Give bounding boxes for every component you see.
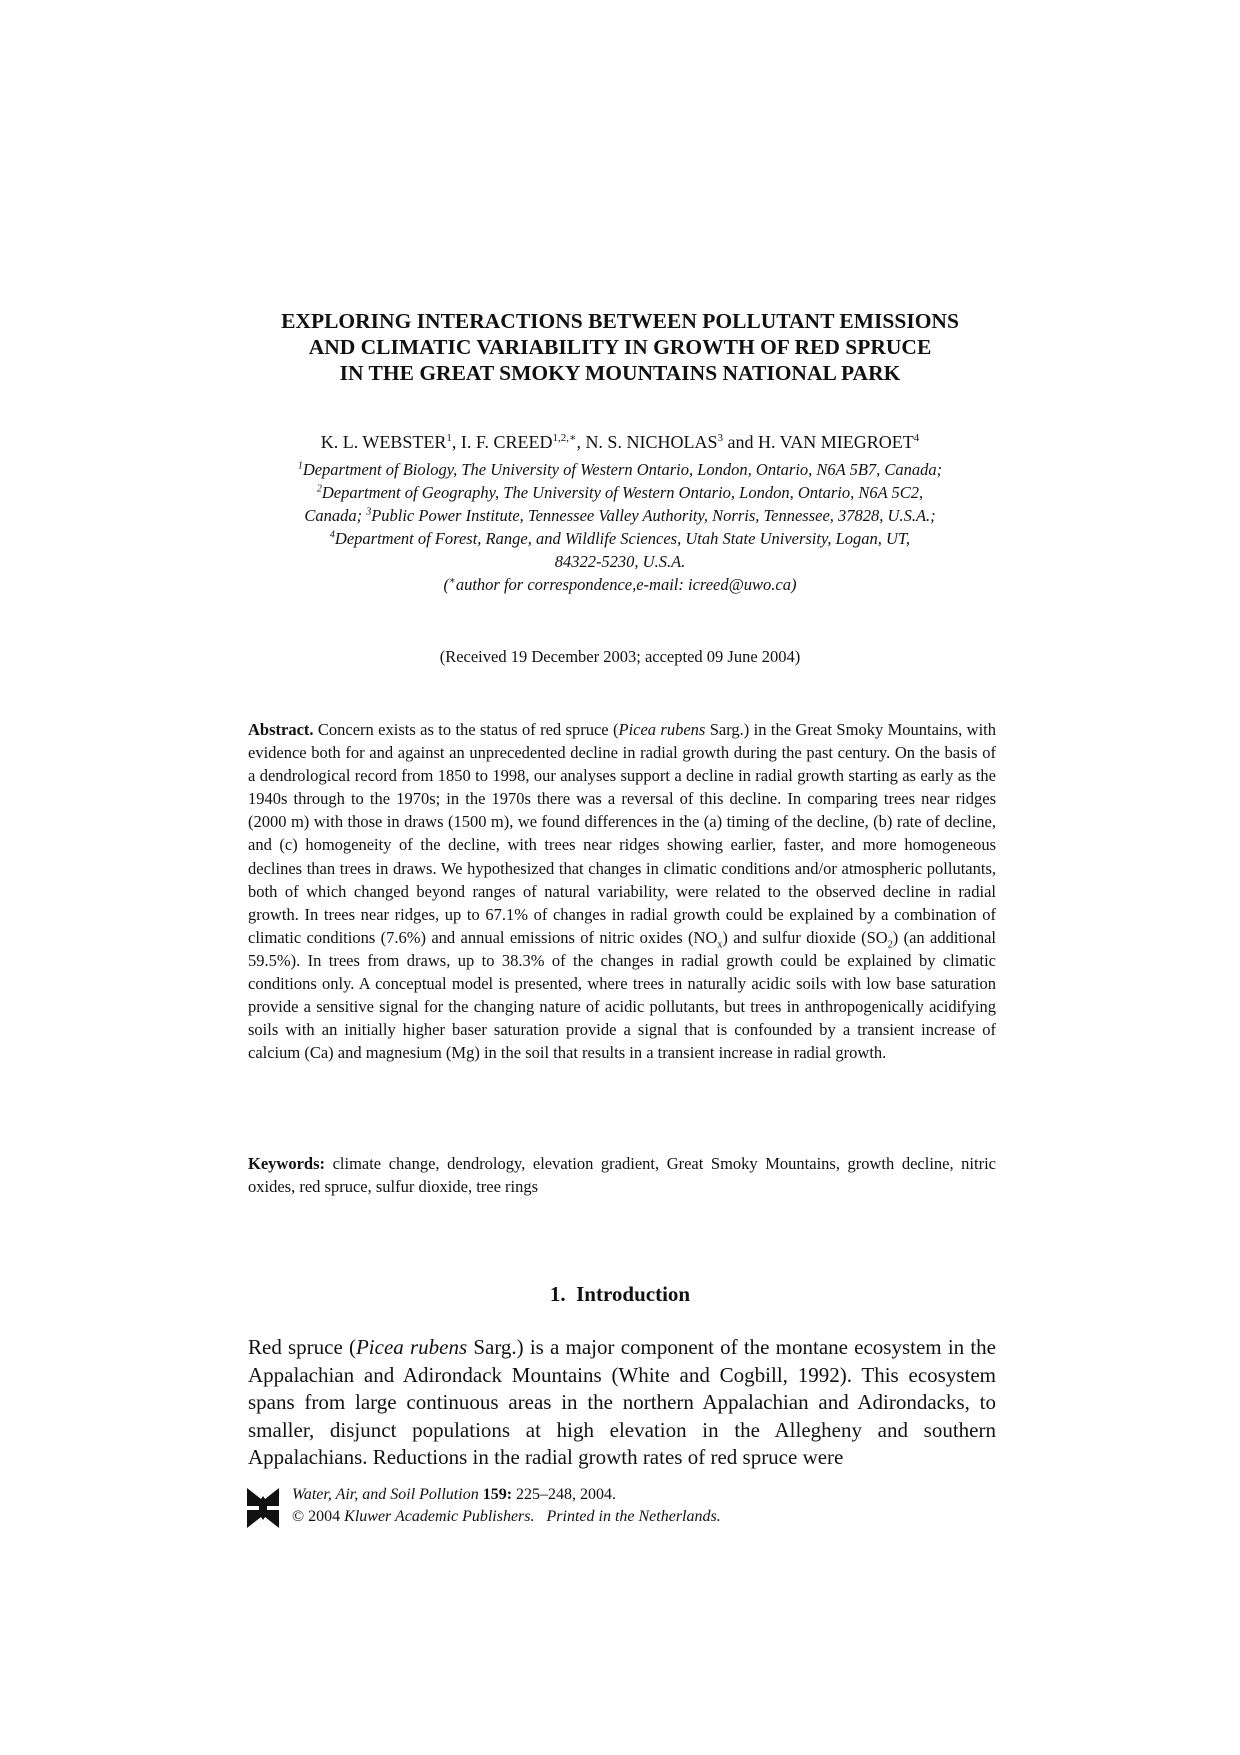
publisher-logo-icon [246, 1486, 280, 1530]
intro-text: Sarg.) is a major component of the montane ecosystem in the Appalachian and Adirondack Mountains (White and Cogbill, 1992). This ecosystem spans from large continuous areas in the northern Appalachian and Adirondacks, to smaller, disjunct populations at high elevation in the Allegheny and southern Appalachians. Reductions in the radial growth rates of red spruce were [248, 1335, 996, 1470]
journal-pages: 225–248, 2004. [512, 1486, 617, 1503]
abstract-text: ) (an additional 59.5%). In trees from draws, up to 38.3% of the changes in radial growth could be explained by climatic conditions only. A conceptual model is presented, where trees in naturally acidic soils with low base saturation provide a sensitive signal for the changing nature of acidic pollutants, but trees in anthropogenically acidifying soils with an initially higher baser saturation provide a signal that is confounded by a transient increase of calcium (Ca) and magnesium (Mg) in the soil that results in a transient increase in radial growth. [248, 927, 996, 1063]
keywords [248, 1152, 996, 1198]
intro-species-name: Picea rubens [355, 1335, 468, 1359]
affiliation-line [200, 504, 1040, 527]
section-title: Introduction [576, 1282, 691, 1306]
author-name: N. S. NICHOLAS [585, 432, 718, 452]
affiliation-mark: 3 [366, 506, 372, 518]
footer-text [292, 1484, 721, 1528]
received-dates: (Received 19 December 2003; accepted 09 June 2004) [439, 647, 801, 666]
footer-citation [292, 1484, 721, 1506]
affiliation-text: Department of Forest, Range, and Wildlife Sciences, Utah State University, Logan, UT, [334, 529, 911, 548]
correspondence-line [200, 573, 1040, 596]
affiliation-text: Department of Geography, The University of Western Ontario, London, Ontario, N6A 5C2, [321, 483, 924, 502]
publisher-name: Kluwer Academic Publishers. [344, 1508, 535, 1525]
copyright-text: © 2004 [292, 1508, 345, 1525]
journal-volume: 159: [482, 1486, 513, 1503]
paper-title [200, 308, 1040, 386]
author-affiliation-mark: 4 [913, 432, 920, 444]
affiliation-text: 84322-5230, U.S.A. [554, 552, 686, 571]
section-heading [200, 1281, 1040, 1307]
printed-location: Printed in the Netherlands. [546, 1508, 721, 1525]
journal-name: Water, Air, and Soil Pollution [292, 1486, 479, 1503]
keywords-label: Keywords: [248, 1154, 325, 1173]
author-affiliation-mark: 3 [717, 432, 723, 444]
footer-copyright [292, 1506, 721, 1528]
author-affiliation-mark: 1,2,∗ [552, 432, 577, 444]
affiliation-line [200, 458, 1040, 481]
author-separator: and [722, 432, 758, 452]
abstract [248, 718, 996, 1064]
intro-text: Red spruce ( [248, 1335, 356, 1359]
title-line: IN THE GREAT SMOKY MOUNTAINS NATIONAL PARK [339, 361, 901, 385]
author-name: H. VAN MIEGROET [757, 432, 914, 452]
intro-paragraph [248, 1334, 996, 1472]
author-separator: , [451, 432, 461, 452]
author-separator: , [576, 432, 586, 452]
author-name: K. L. WEBSTER [320, 432, 447, 452]
correspondence-text: author for correspondence,e-mail: icreed@uwo.ca) [455, 575, 797, 594]
abstract-text: Concern exists as to the status of red spruce ( [313, 720, 619, 739]
affiliation-line [200, 550, 1040, 573]
journal-footer [246, 1484, 1006, 1544]
affiliation-line [200, 527, 1040, 550]
abstract-subscript: x [717, 939, 723, 951]
affiliation-mark: 1 [297, 460, 303, 472]
abstract-subscript: 2 [887, 939, 893, 951]
affiliation-mark: 4 [329, 529, 335, 541]
abstract-species-name: Picea rubens [618, 720, 706, 739]
abstract-text: Sarg.) in the Great Smoky Mountains, with evidence both for and against an unprecedented decline in radial growth during the past century. On the basis of a dendrological record from 1850 to 1998, our analyses support a decline in radial growth starting as early as the 1940s through to the 1970s; in the 1970s there was a reversal of this decline. In comparing trees near ridges (2000 m) with those in draws (1500 m), we found differences in the (a) timing of the decline, (b) rate of decline, and (c) homogeneity of the decline, with trees near ridges showing earlier, faster, and more homogeneous declines than trees in draws. We hypothesized that changes in climatic conditions and/or atmospheric pollutants, both of which changed beyond ranges of natural variability, were related to the observed decline in radial growth. In trees near ridges, up to 67.1% of changes in radial growth could be explained by a combination of climatic conditions (7.6%) and annual emissions of nitric oxides (NO [248, 720, 996, 947]
affiliation-text: Department of Biology, The University of Western Ontario, London, Ontario, N6A 5B7, Canada; [302, 460, 943, 479]
abstract-text: ) and sulfur dioxide (SO [722, 927, 888, 947]
affiliation-line [200, 481, 1040, 504]
correspondence-mark: ∗ [449, 575, 456, 587]
author-list [200, 431, 1040, 453]
title-line: AND CLIMATIC VARIABILITY IN GROWTH OF RED SPRUCE [308, 335, 932, 359]
abstract-label: Abstract. [248, 720, 314, 739]
affiliation-text: Canada; [304, 506, 367, 525]
affiliation-block [200, 458, 1040, 596]
keywords-text: climate change, dendrology, elevation gradient, Great Smoky Mountains, growth decline, nitric oxides, red spruce, sulfur dioxide, tree rings [248, 1154, 996, 1196]
section-number: 1. [549, 1282, 566, 1306]
author-affiliation-mark: 1 [446, 432, 452, 444]
author-name: I. F. CREED [460, 432, 553, 452]
title-line: EXPLORING INTERACTIONS BETWEEN POLLUTANT EMISSIONS [281, 309, 959, 333]
correspondence-open: ( [443, 575, 450, 594]
affiliation-mark: 2 [316, 483, 322, 495]
affiliation-text: Public Power Institute, Tennessee Valley Authority, Norris, Tennessee, 37828, U.S.A.; [371, 506, 936, 525]
